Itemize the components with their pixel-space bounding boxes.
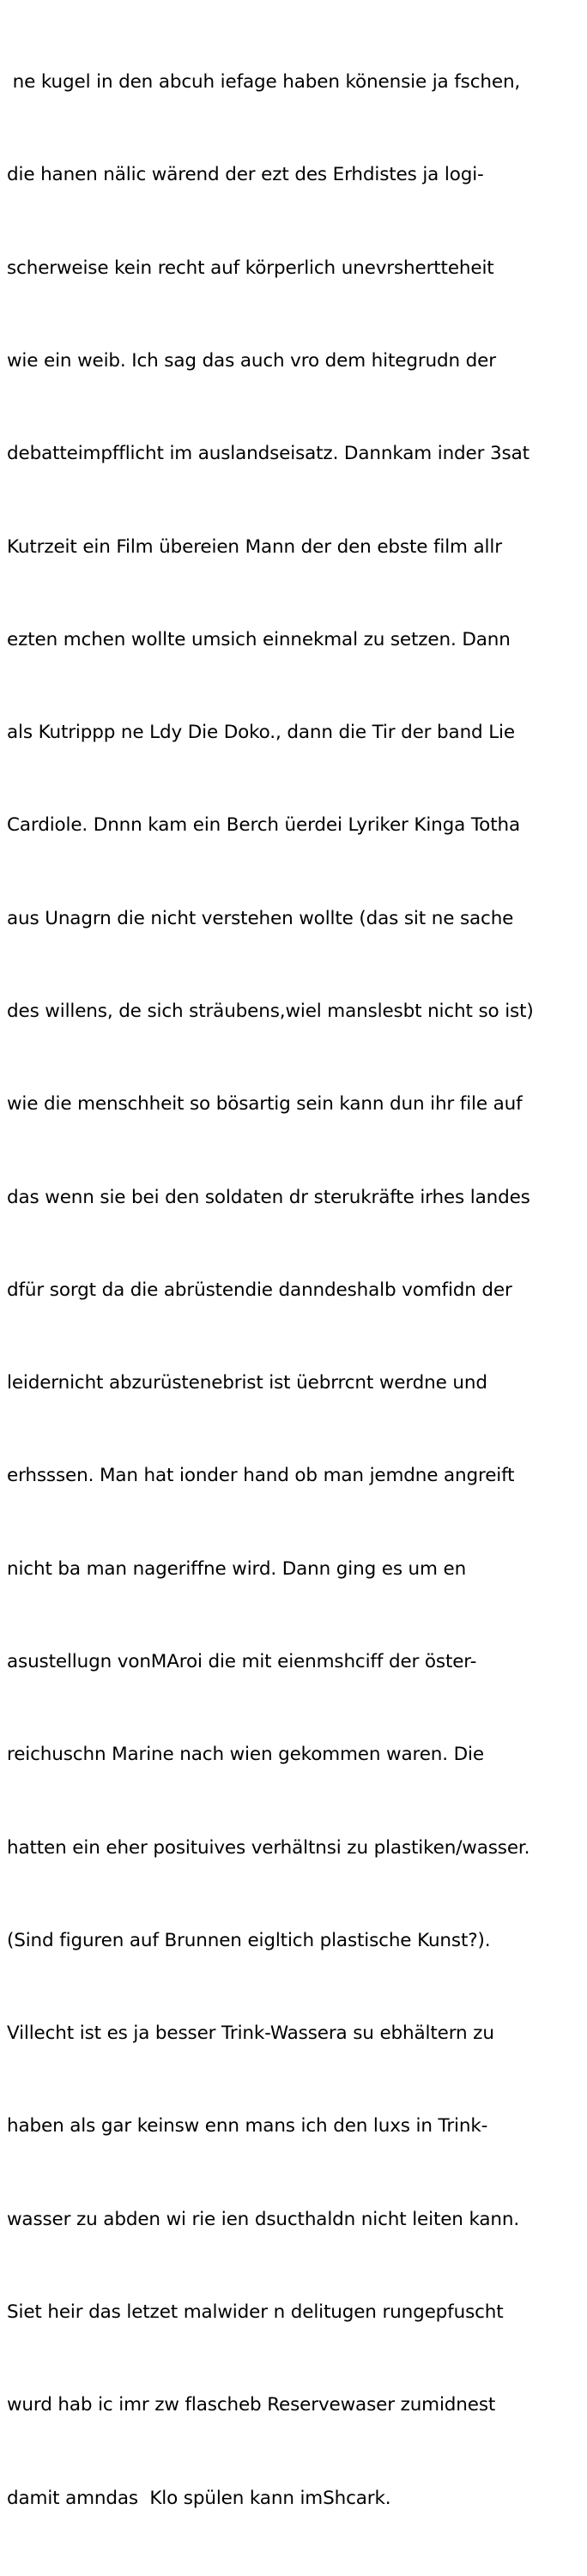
text-line: Villecht ist es ja besser Trink-Wassera su ebhältern zu — [7, 2023, 494, 2045]
text-line: nicht ba man nageriffne wird. Dann ging es um en — [7, 1557, 467, 1580]
text-line: des willens, de sich sträubens,wiel manslesbt nicht so ist) — [7, 1001, 534, 1022]
text-line: das wenn sie bei den soldaten dr sterukräfte irhes landes — [7, 1186, 530, 1208]
text-line: scherweise kein recht auf körperlich unevrshertteheit — [7, 257, 494, 279]
text-line: Cardiole. Dnnn kam ein Berch üerdei Lyriker Kinga Totha — [7, 814, 520, 837]
text-line: damit amndas Klo spülen kann imShcark. — [7, 2487, 391, 2509]
text-line: wie ein weib. Ich sag das auch vro dem hitegrudn der — [7, 350, 496, 372]
text-line: aus Unagrn die nicht verstehen wollte (das sit ne sache — [7, 907, 514, 929]
text-line: als Kutrippp ne Ldy Die Doko., dann die Tir der band Lie — [7, 722, 515, 744]
text-line: wie die menschheit so bösartig sein kann dun ihr file auf — [7, 1093, 523, 1116]
text-line: dfür sorgt da die abrüstendie danndeshalb vomfidn der — [7, 1279, 512, 1301]
text-line: Kutrzeit ein Film übereien Mann der den ebste film allr — [7, 535, 502, 558]
text-line: asustellugn vonMAroi die mit eienmshciff der öster- — [7, 1650, 477, 1672]
text-line: wurd hab ic imr zw flascheb Reservewaser zumidnest — [7, 2394, 496, 2416]
text-line: ezten mchen wollte umsich einnekmal zu setzen. Dann — [7, 628, 511, 650]
text-line: leidernicht abzurüstenebrist ist üebrrcnt werdne und — [7, 1372, 487, 1394]
text-line: erhsssen. Man hat ionder hand ob man jemdne angreift — [7, 1465, 515, 1487]
text-line: hatten ein eher posituives verhältnsi zu plastiken/wasser. — [7, 1836, 530, 1859]
text-line: debatteimpfflicht im auslandseisatz. Dannkam inder 3sat — [7, 443, 530, 465]
text-line: haben als gar keinsw enn mans ich den luxs in Trink- — [7, 2115, 488, 2138]
text-line: (Sind figuren auf Brunnen eigltich plastische Kunst?). — [7, 1929, 491, 1951]
text-line: die hanen nälic wärend der ezt des Erhdistes ja logi- — [7, 164, 484, 186]
document-text — [7, 5, 580, 2576]
text-line: Siet heir das letzet malwider n delitugen rungepfuscht — [7, 2301, 504, 2323]
text-line: ne kugel in den abcuh iefage haben könensie ja fschen, — [7, 71, 521, 94]
text-line: reichuschn Marine nach wien gekommen waren. Die — [7, 1744, 484, 1766]
text-line: wasser zu abden wi rie ien dsucthaldn nicht leiten kann. — [7, 2208, 520, 2230]
